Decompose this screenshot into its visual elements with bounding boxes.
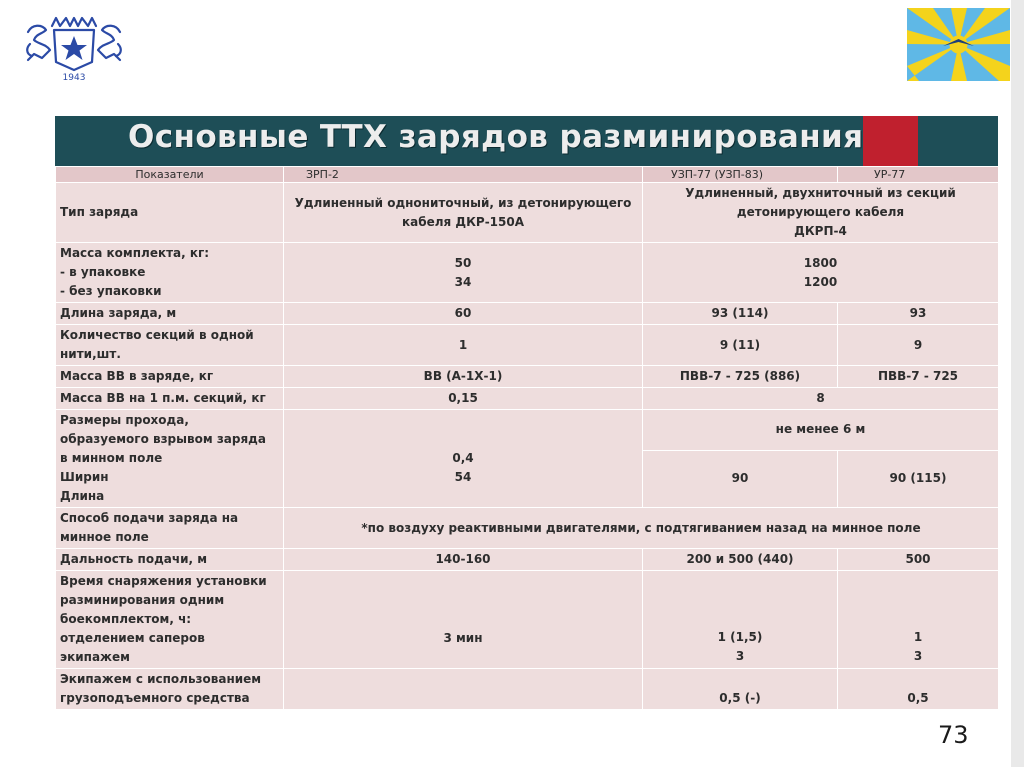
cell-ur77: ПВВ-7 - 725 bbox=[838, 366, 999, 388]
cell-zrp2: ВВ (А-1Х-1) bbox=[284, 366, 643, 388]
cell-zrp2: Удлиненный однониточный, из детонирующего кабеля ДКР-150А bbox=[284, 183, 643, 243]
cell-uzp77: 200 и 500 (440) bbox=[643, 549, 838, 571]
header-uzp77: УЗП-77 (УЗП-83) bbox=[643, 167, 838, 183]
cell-zrp2: 3 мин bbox=[284, 571, 643, 669]
row-label: Способ подачи заряда на минное поле bbox=[56, 508, 284, 549]
cell-uzp-ur: не менее 6 м bbox=[643, 410, 999, 451]
table-row bbox=[56, 243, 999, 303]
header-indicators: Показатели bbox=[56, 167, 284, 183]
cell-zrp2: 0,4 54 bbox=[284, 410, 643, 508]
header-zrp2: ЗРП-2 bbox=[284, 167, 643, 183]
cell-ur77: 93 bbox=[838, 303, 999, 325]
cell-ur77: 9 bbox=[838, 325, 999, 366]
table-row bbox=[56, 549, 999, 571]
star-icon bbox=[61, 36, 87, 60]
row-label: Экипажем с использованием грузоподъемного средства bbox=[56, 669, 284, 710]
cell-zrp2: 60 bbox=[284, 303, 643, 325]
cell-zrp2 bbox=[284, 669, 643, 710]
slide-edge bbox=[1011, 0, 1024, 767]
row-label: Количество секций в одной нити,шт. bbox=[56, 325, 284, 366]
cell-delivery: *по воздуху реактивными двигателями, с подтягиванием назад на минное поле bbox=[284, 508, 999, 549]
table-row bbox=[56, 366, 999, 388]
row-label: Время снаряжения установки разминирования одним боекомплектом, ч: отделением саперов экипажем bbox=[56, 571, 284, 669]
page-number: 73 bbox=[938, 721, 969, 749]
row-label: Тип заряда bbox=[56, 183, 284, 243]
cell-uzp77: 93 (114) bbox=[643, 303, 838, 325]
cell-uzp-ur: Удлиненный, двухниточный из секций детонирующего кабеля ДКРП-4 bbox=[643, 183, 999, 243]
row-label: Масса ВВ в заряде, кг bbox=[56, 366, 284, 388]
table-row bbox=[56, 388, 999, 410]
title-accent bbox=[863, 116, 918, 166]
cell-uzp77: 90 bbox=[643, 450, 838, 507]
cell-ur77: 500 bbox=[838, 549, 999, 571]
specs-table bbox=[55, 166, 999, 710]
university-logo bbox=[22, 14, 126, 86]
table-row bbox=[56, 183, 999, 243]
cell-ur77: 0,5 bbox=[838, 669, 999, 710]
cell-uzp77: 9 (11) bbox=[643, 325, 838, 366]
cell-zrp2: 50 34 bbox=[284, 243, 643, 303]
row-label: Масса комплекта, кг: - в упаковке - без упаковки bbox=[56, 243, 284, 303]
table-row bbox=[56, 571, 999, 669]
row-label: Длина заряда, м bbox=[56, 303, 284, 325]
row-label: Размеры прохода, образуемого взрывом заряда в минном поле Ширин Длина bbox=[56, 410, 284, 508]
cell-uzp77: 0,5 (-) bbox=[643, 669, 838, 710]
row-label: Дальность подачи, м bbox=[56, 549, 284, 571]
cell-uzp77: 1 (1,5) 3 bbox=[643, 571, 838, 669]
cell-zrp2: 140-160 bbox=[284, 549, 643, 571]
table-row bbox=[56, 508, 999, 549]
table-row bbox=[56, 303, 999, 325]
header-ur77: УР-77 bbox=[838, 167, 999, 183]
logo-year: 1943 bbox=[62, 73, 86, 83]
table-row bbox=[56, 669, 999, 710]
slide-title: Основные ТТХ зарядов разминирования bbox=[128, 119, 864, 155]
cell-uzp-ur: 1800 1200 bbox=[643, 243, 999, 303]
cell-uzp77: ПВВ-7 - 725 (886) bbox=[643, 366, 838, 388]
air-force-flag bbox=[907, 8, 1010, 81]
cell-ur77: 1 3 bbox=[838, 571, 999, 669]
cell-zrp2: 1 bbox=[284, 325, 643, 366]
cell-uzp-ur: 8 bbox=[643, 388, 999, 410]
cell-zrp2: 0,15 bbox=[284, 388, 643, 410]
table-row bbox=[56, 410, 999, 451]
cell-ur77: 90 (115) bbox=[838, 450, 999, 507]
table-header-row bbox=[56, 167, 999, 183]
table-row bbox=[56, 325, 999, 366]
row-label: Масса ВВ на 1 п.м. секций, кг bbox=[56, 388, 284, 410]
